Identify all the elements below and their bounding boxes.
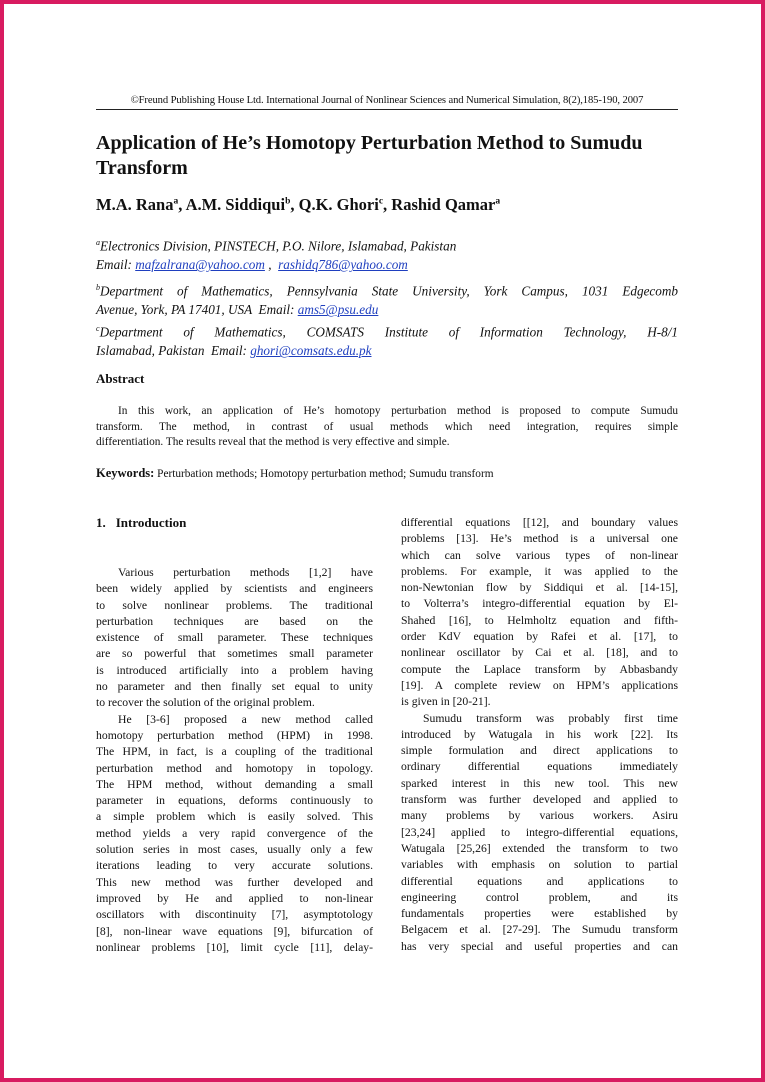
body-text-line: non-Newtonian flow by Siddiqui et al. [14-15], [401,581,678,595]
author-name: Q.K. Ghori [298,195,379,214]
author-separator: , [290,195,299,214]
abstract-heading: Abstract [96,371,145,386]
email-link[interactable]: ams5@psu.edu [297,302,379,318]
author-affiliation-marker: b [285,196,291,207]
email-label: Email: [96,257,136,273]
body-text-line: compute the Laplace transform by Abbasbandy [401,662,678,676]
paper-title: Application of He’s Homotopy Perturbation Method to Sumudu Transform [96,132,643,179]
body-text-line: method yields a very rapid convergence of the [96,826,373,840]
affiliation-marker: a [96,238,100,247]
body-text-line: are so powerful that sometimes small parameter [96,647,373,661]
body-text-line: which can solve various types of non-linear [401,548,678,562]
affiliation-a-line [96,233,678,255]
affiliation-marker: b [96,283,100,292]
email-link[interactable]: ghori@comsats.edu.pk [250,343,372,359]
body-text-line: engineering control problem, and its [401,890,678,904]
body-text-line: Shahed [16], to Helmholtz equation and fifth- [401,613,678,627]
keywords-label: Keywords: [96,466,155,480]
affiliation-b-line [96,278,678,300]
body-text-line: many problems by various workers. Asiru [401,809,678,823]
body-text-line: problems [13]. He’s method is a universal one [401,532,678,546]
author-affiliation-marker: a [173,196,179,207]
affiliation-text: Department of Mathematics, Pennsylvania State University, York Campus, 1031 Edgecomb [100,283,678,299]
body-text-line: perturbation techniques are based on the [96,614,373,628]
affiliation-a-email-line [96,255,678,274]
body-text-line: perturbation method and homotopy in topology. [96,761,373,775]
body-text-line: homotopy perturbation method (HPM) in 1998. [96,728,373,742]
body-text-line: This new method was further developed and [96,875,373,889]
body-text-line: nonlinear oscillator by Cai et al. [18], and to [401,646,678,660]
abstract-line: transform. The method, in contrast of usual methods which need integration, requires simple [96,420,678,433]
abstract-body [96,404,678,451]
abstract-line: In this work, an application of He’s homotopy perturbation method is proposed to compute Sumudu [118,405,678,417]
author-name: A.M. Siddiqui [185,195,286,214]
body-text-line: fundamentals properties were established by [401,907,678,921]
affiliation-b-line [96,300,678,319]
body-text-line: The HPM, in fact, is a coupling of the traditional [96,745,373,759]
body-text-line: simple formulation and direct applications to [401,744,678,758]
body-text-line: improved by He and applied to non-linear [96,891,373,905]
keywords [96,466,494,481]
body-text-line: [19]. A complete review on HPM’s applications [401,678,678,692]
body-text-line: been widely applied by scientists and engineers [96,582,373,596]
body-text-line: to Volterra’s integro-differential equation by El- [401,597,678,611]
body-text-line: [23,24] applied to integro-differential equations, [401,825,678,839]
email-link[interactable]: rashidq786@yahoo.com [278,257,408,273]
email-link[interactable]: mafzalrana@yahoo.com [135,257,265,273]
body-text-line: no parameter and then finally set equal to unity [96,680,373,694]
affiliation-text: Electronics Division, PINSTECH, P.O. Nilore, Islamabad, Pakistan [100,238,457,254]
body-text-line: to recover the solution of the original problem. [96,696,315,710]
body-column-left [96,565,373,956]
body-text-line: variables with emphasis on solution to partial [401,858,678,872]
body-text-line: is given in [20-21]. [401,695,491,709]
affiliation-text: Department of Mathematics, COMSATS Institute of Information Technology, H-8/1 [99,324,678,340]
body-text-line: Sumudu transform was probably first time [423,711,678,725]
header-rule [96,109,678,110]
author-affiliation-marker: c [378,196,384,207]
section-title: Introduction [115,515,187,530]
body-text-line: has very special and useful properties and can [401,939,678,953]
body-text-line: introduced by Watugala in his work [22]. Its [401,727,678,741]
affiliation-a [96,233,678,274]
keywords-text: Perturbation methods; Homotopy perturbation method; Sumudu transform [157,468,494,480]
section-number: 1. [96,515,106,530]
body-text-line: differential equations [[12], and boundary values [401,516,678,529]
body-text-line: solution series in most cases, usually only a few [96,843,373,857]
body-text-line: He [3-6] proposed a new method called [118,712,373,726]
body-text-line: parameter in equations, deforms continuously to [96,794,373,808]
affiliation-text: Islamabad, Pakistan Email: [96,343,251,359]
body-column-right [401,515,678,955]
running-header: ©Freund Publishing House Ltd. International Journal of Nonlinear Sciences and Numerical Simulation, 8(2),185-190, 2007 [130,95,644,106]
affiliation-c-line [96,341,678,360]
body-text-line: differential equations and applications to [401,874,678,888]
body-text-line: oscillators with discontinuity [7], asymptotology [96,908,373,922]
author-affiliation-marker: a [495,196,501,207]
body-text-line: existence of small parameter. These techniques [96,631,373,645]
affiliation-marker: c [96,324,100,333]
affiliation-text: Avenue, York, PA 17401, USA Email: [96,302,298,318]
author-name: Rashid Qamar [391,195,496,214]
body-text-line: problems. For example, it was applied to the [401,564,678,578]
body-text-line: is introduced artificially into a problem having [96,663,373,677]
author-separator: , [383,195,392,214]
body-text-line: iterations leading to very accurate solutions. [96,859,373,873]
body-text-line: to solve nonlinear problems. The traditional [96,598,373,612]
body-text-line: ordinary differential equations immediately [401,760,678,774]
body-text-line: Watugala [25,26] extended the transform to two [401,841,678,855]
affiliation-c [96,319,678,360]
author-separator: , [178,195,186,214]
body-text-line: order KdV equation by Rafei et al. [17], to [401,630,678,644]
body-text-line: [8], non-linear wave equations [9], bifurcation of [96,924,373,938]
body-text-line: transform was further developed and applied to [401,793,678,807]
body-text-line: nonlinear problems [10], limit cycle [11], delay- [96,940,373,954]
affiliation-b [96,278,678,319]
body-text-line: Belgacem et al. [27-29]. The Sumudu transform [401,923,678,937]
author-list [96,195,686,215]
email-separator: , [264,257,279,273]
body-text-line: Various perturbation methods [1,2] have [118,566,373,579]
body-text-line: The HPM method, without demanding a small [96,777,373,791]
affiliation-c-line [96,319,678,341]
section-heading [96,515,186,531]
body-text-line: a simple problem which is easily solved. This [96,810,373,824]
author-name: M.A. Rana [96,195,174,214]
abstract-line: differentiation. The results reveal that the method is very effective and simple. [96,436,450,448]
body-text-line: sparked interest in this new tool. This new [401,776,678,790]
